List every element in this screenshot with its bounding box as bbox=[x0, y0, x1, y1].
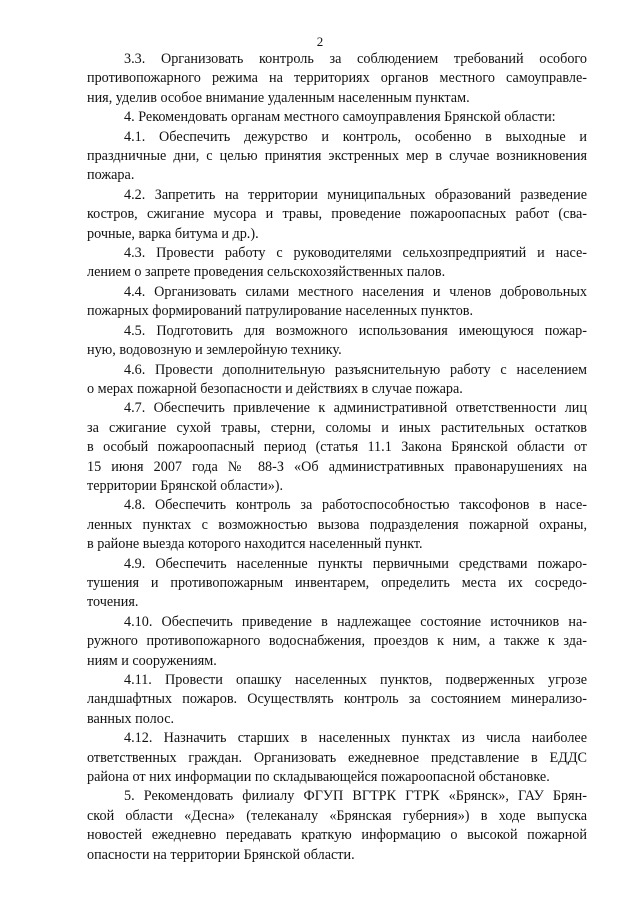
text-line: 4.6. Провести дополнительную разъяснительную работу с населением bbox=[124, 361, 587, 378]
text-line: ниям и сооружениям. bbox=[87, 652, 217, 669]
text-line: 4.4. Организовать силами местного населения и членов добровольных bbox=[124, 283, 587, 300]
text-line: новостей ежедневно передавать краткую информацию о высокой пожарной bbox=[87, 827, 587, 844]
paragraph bbox=[87, 128, 587, 186]
text-line: ленных пунктах с возможностью вызова подразделения пожарной охраны, bbox=[87, 516, 587, 533]
text-line: 4. Рекомендовать органам местного самоуправления Брянской области: bbox=[124, 109, 556, 126]
text-line: 4.10. Обеспечить приведение в надлежащее состояние источников на- bbox=[124, 613, 587, 630]
paragraph bbox=[87, 613, 587, 671]
paragraph bbox=[87, 671, 587, 729]
paragraph bbox=[87, 399, 587, 496]
text-line: тушения и противопожарным инвентарем, определить места их сосредо- bbox=[87, 574, 587, 591]
text-line: 4.3. Провести работу с руководителями сельхозпредприятий и насе- bbox=[124, 245, 587, 262]
text-line: района от них информации по складывающейся пожароопасной обстановке. bbox=[87, 769, 550, 786]
text-line: противопожарного режима на территориях органов местного самоуправле- bbox=[87, 70, 587, 87]
text-line: опасности на территории Брянской области. bbox=[87, 846, 355, 863]
text-line: в районе выезда которого находится населенный пункт. bbox=[87, 536, 423, 553]
text-line: ской области «Десна» (телеканалу «Брянская губерния») в ходе выпуска bbox=[87, 807, 587, 824]
paragraph bbox=[87, 283, 587, 322]
text-line: ния, уделив особое внимание удаленным населенным пунктам. bbox=[87, 89, 470, 106]
document-body bbox=[87, 50, 587, 865]
text-line: 15 июня 2007 года № 88-З «Об административных правонарушениях на bbox=[87, 458, 587, 475]
text-line: костров, сжигание мусора и травы, проведение пожароопасных работ (сва- bbox=[87, 206, 587, 223]
paragraph bbox=[87, 186, 587, 244]
text-line: ответственных граждан. Организовать ежедневное представление в ЕДДС bbox=[87, 749, 587, 766]
text-line: 5. Рекомендовать филиалу ФГУП ВГТРК ГТРК «Брянск», ГАУ Брян- bbox=[124, 788, 587, 805]
text-line: ную, водовозную и землеройную технику. bbox=[87, 342, 342, 359]
paragraph bbox=[87, 361, 587, 400]
text-line: лением о запрете проведения сельскохозяйственных палов. bbox=[87, 264, 446, 281]
text-line: 4.12. Назначить старших в населенных пунктах из числа наиболее bbox=[124, 730, 587, 747]
text-line: территории Брянской области»). bbox=[87, 477, 284, 494]
text-line: о мерах пожарной безопасности и действиях в случае пожара. bbox=[87, 380, 463, 397]
text-line: праздничные дни, с целью принятия экстренных мер в случае возникновения bbox=[87, 148, 587, 165]
text-line: 4.5. Подготовить для возможного использования имеющуюся пожар- bbox=[124, 322, 587, 339]
paragraph bbox=[87, 496, 587, 554]
text-line: в особый пожароопасный период (статья 11.1 Закона Брянской области от bbox=[87, 439, 587, 456]
text-line: ландшафтных пожаров. Осуществлять контроль за состоянием минерализо- bbox=[87, 691, 587, 708]
text-line: 4.11. Провести опашку населенных пунктов, подверженных угрозе bbox=[124, 672, 587, 688]
text-line: 4.1. Обеспечить дежурство и контроль, особенно в выходные и bbox=[124, 128, 587, 145]
text-line: 4.7. Обеспечить привлечение к административной ответственности лиц bbox=[124, 400, 587, 417]
paragraph bbox=[87, 322, 587, 361]
paragraph bbox=[87, 787, 587, 865]
paragraph bbox=[87, 244, 587, 283]
text-line: 3.3. Организовать контроль за соблюдением требований особого bbox=[124, 51, 587, 67]
paragraph bbox=[87, 729, 587, 787]
text-line: 4.9. Обеспечить населенные пункты первичными средствами пожаро- bbox=[124, 555, 587, 572]
text-line: ружного противопожарного водоснабжения, проездов к ним, а также к зда- bbox=[87, 633, 587, 650]
paragraph bbox=[87, 108, 587, 127]
text-line: 4.2. Запретить на территории муниципальных образований разведение bbox=[124, 186, 587, 203]
paragraph bbox=[87, 555, 587, 613]
text-line: пожара. bbox=[87, 167, 135, 184]
text-line: ванных полос. bbox=[87, 710, 175, 727]
text-line: точения. bbox=[87, 594, 139, 611]
page-number: 2 bbox=[316, 34, 324, 49]
text-line: за сжигание сухой травы, стерни, соломы и иных растительных остатков bbox=[87, 419, 587, 436]
paragraph bbox=[87, 50, 587, 108]
text-line: рочные, варка битума и др.). bbox=[87, 225, 259, 242]
text-line: 4.8. Обеспечить контроль за работоспособностью таксофонов в насе- bbox=[124, 497, 587, 514]
text-line: пожарных формирований патрулирование населенных пунктов. bbox=[87, 303, 474, 320]
